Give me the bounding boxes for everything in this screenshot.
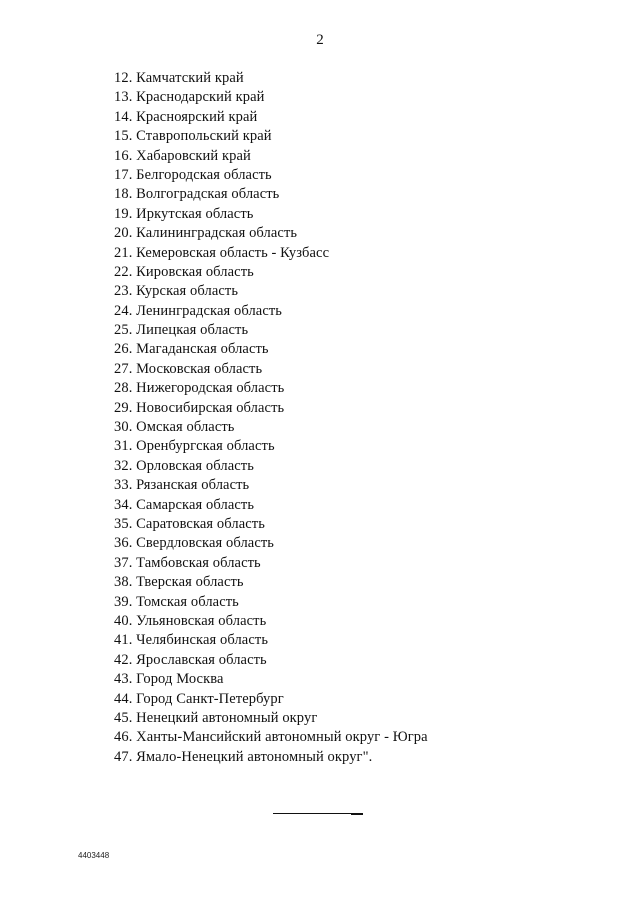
list-item: 24. Ленинградская область xyxy=(114,302,283,319)
document-id: 4403448 xyxy=(78,851,110,860)
region-list xyxy=(114,69,428,767)
list-item: 30. Омская область xyxy=(114,419,235,436)
list-item: 45. Ненецкий автономный округ xyxy=(114,709,318,726)
list-item: 32. Орловская область xyxy=(114,457,254,474)
list-item: 37. Тамбовская область xyxy=(114,554,261,571)
list-item: 26. Магаданская область xyxy=(114,341,269,358)
list-item: 33. Рязанская область xyxy=(114,477,250,494)
list-item: 41. Челябинская область xyxy=(114,632,269,649)
list-item: 14. Красноярский край xyxy=(114,108,258,125)
list-item: 39. Томская область xyxy=(114,593,239,610)
list-item: 44. Город Санкт-Петербург xyxy=(114,690,284,707)
list-item: 42. Ярославская область xyxy=(114,651,267,668)
list-item: 20. Калининградская область xyxy=(114,225,298,242)
list-item: 21. Кемеровская область - Кузбасс xyxy=(114,244,330,261)
list-item: 35. Саратовская область xyxy=(114,515,265,532)
list-item: 22. Кировская область xyxy=(114,263,254,280)
list-item: 15. Ставропольский край xyxy=(114,128,272,145)
list-item: 16. Хабаровский край xyxy=(114,147,251,164)
list-item: 18. Волгоградская область xyxy=(114,186,280,203)
list-item: 46. Ханты-Мансийский автономный округ - Югра xyxy=(114,729,428,746)
list-item: 25. Липецкая область xyxy=(114,322,249,339)
list-item: 40. Ульяновская область xyxy=(114,612,267,629)
list-item: 12. Камчатский край xyxy=(114,70,244,86)
list-item: 31. Оренбургская область xyxy=(114,438,275,455)
list-item: 13. Краснодарский край xyxy=(114,89,265,106)
list-item: 27. Московская область xyxy=(114,360,263,377)
list-item: 19. Иркутская область xyxy=(114,205,254,222)
list-item: 38. Тверская область xyxy=(114,574,244,591)
list-item: 23. Курская область xyxy=(114,283,239,300)
list-item: 17. Белгородская область xyxy=(114,166,272,183)
separator-line-thick xyxy=(351,813,363,815)
page-number: 2 xyxy=(316,32,324,48)
list-item: 43. Город Москва xyxy=(114,671,224,688)
list-item: 34. Самарская область xyxy=(114,496,255,513)
list-item: 29. Новосибирская область xyxy=(114,399,285,416)
list-item: 47. Ямало-Ненецкий автономный округ". xyxy=(114,748,373,765)
separator-line-thin xyxy=(273,813,351,814)
list-item: 36. Свердловская область xyxy=(114,535,275,552)
list-item: 28. Нижегородская область xyxy=(114,380,285,397)
end-separator-line xyxy=(273,813,363,823)
